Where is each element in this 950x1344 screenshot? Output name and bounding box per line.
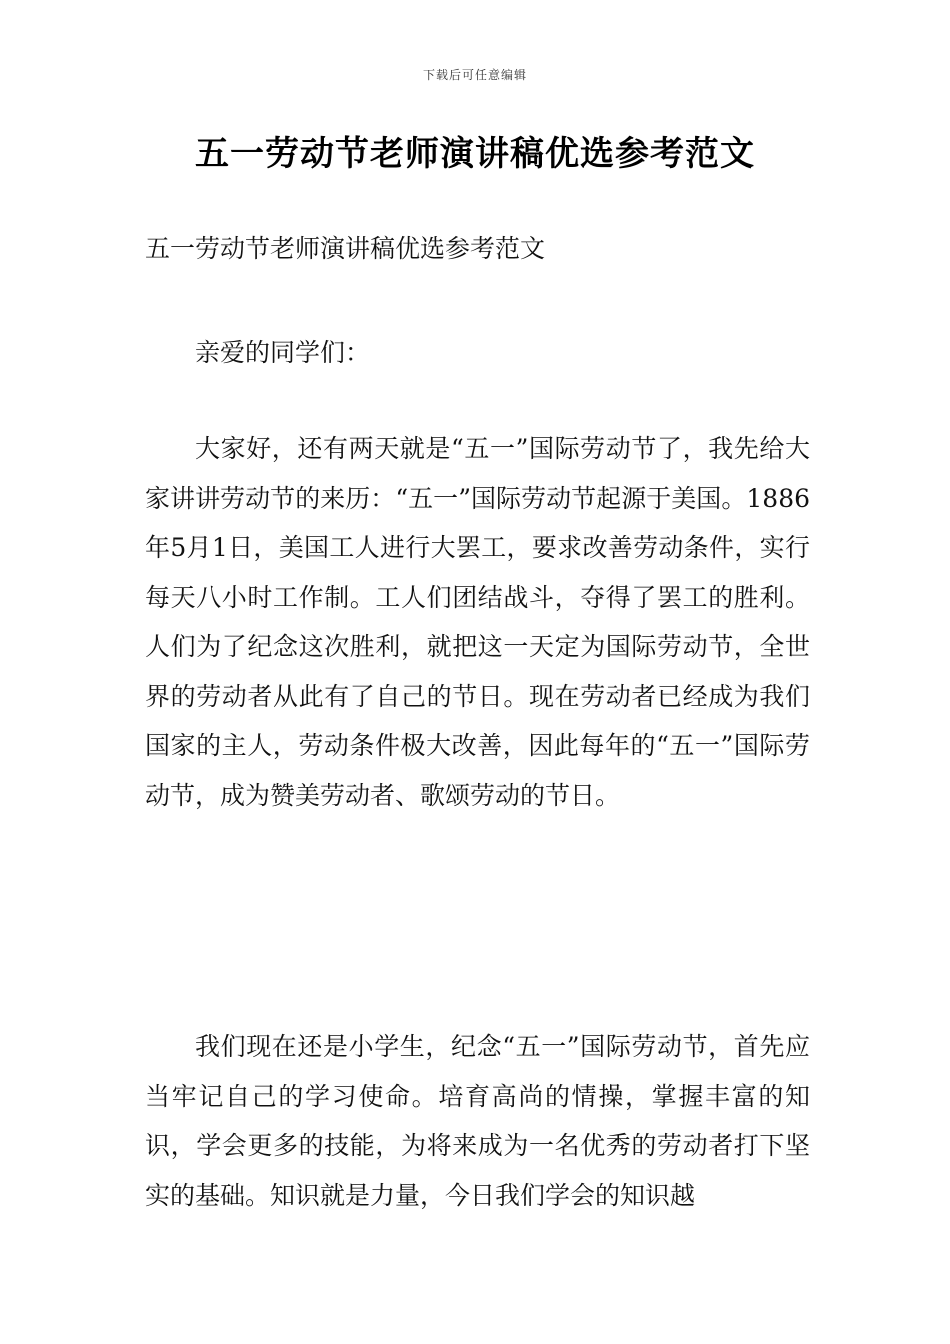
document-title: 五一劳动节老师演讲稿优选参考范文 (195, 134, 755, 174)
document-subtitle: 五一劳动节老师演讲稿优选参考范文 (145, 234, 546, 263)
greeting: 亲爱的同学们： (195, 338, 371, 367)
header-note: 下载后可任意编辑 (422, 68, 527, 82)
paragraph-2: 我们现在还是小学生，纪念“五一”国际劳动节，首先应当牢记自己的学习使命。培育高尚的情操，掌握丰富的知识，学会更多的技能，为将来成为一名优秀的劳动者打下坚实的基础。知识就是力量，今日我们学会的知识越 (145, 1032, 810, 1210)
paragraph-1: 大家好，还有两天就是“五一”国际劳动节了，我先给大家讲讲劳动节的来历：“五一”国际劳动节起源于美国。1886年5月1日，美国工人进行大罢工，要求改善劳动条件，实行每天八小时工作制。工人们团结战斗，夺得了罢工的胜利。人们为了纪念这次胜利，就把这一天定为国际劳动节，全世界的劳动者从此有了自己的节日。现在劳动者已经成为我们国家的主人，劳动条件极大改善，因此每年的“五一”国际劳动节，成为赞美劳动者、歌颂劳动的节日。 (145, 434, 810, 810)
